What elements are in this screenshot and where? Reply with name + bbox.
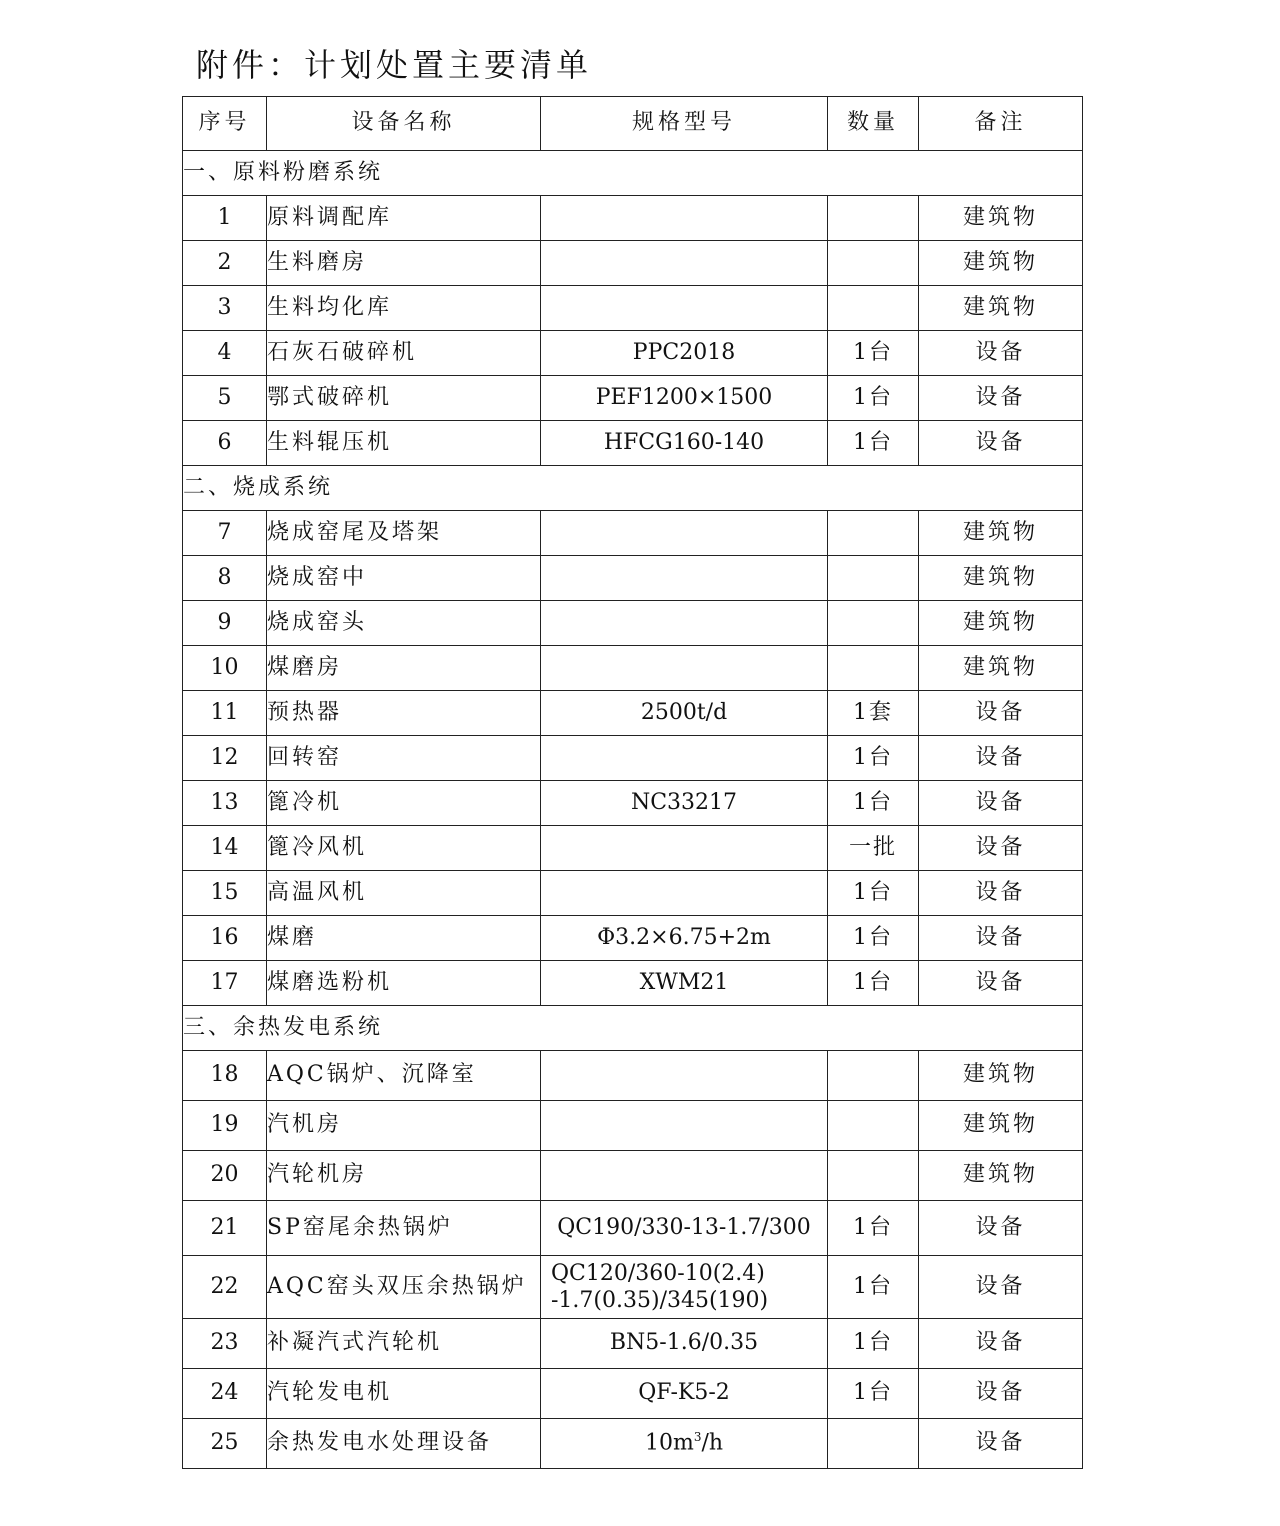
cell-note: 建筑物 <box>919 196 1083 241</box>
cell-note: 建筑物 <box>919 601 1083 646</box>
cell-qty <box>828 511 919 556</box>
cell-note: 设备 <box>919 1369 1083 1419</box>
cell-qty <box>828 1419 919 1469</box>
cell-note: 设备 <box>919 916 1083 961</box>
header-quantity: 数量 <box>828 97 919 151</box>
cell-qty: 1台 <box>828 1201 919 1256</box>
cell-name: 汽轮发电机 <box>267 1369 541 1419</box>
header-remarks: 备注 <box>919 97 1083 151</box>
disposal-inventory-table <box>182 96 1083 1469</box>
cell-no: 20 <box>183 1151 267 1201</box>
cell-spec: QC190/330-13-1.7/300 <box>541 1201 828 1256</box>
table-row <box>183 511 1083 556</box>
cell-note: 设备 <box>919 781 1083 826</box>
table-row <box>183 961 1083 1006</box>
section-title: 一、原料粉磨系统 <box>183 151 1083 196</box>
cell-no: 17 <box>183 961 267 1006</box>
cell-name: 生料均化库 <box>267 286 541 331</box>
cell-spec: PPC2018 <box>541 331 828 376</box>
cell-note: 设备 <box>919 376 1083 421</box>
cell-qty: 1台 <box>828 376 919 421</box>
cell-note: 设备 <box>919 1319 1083 1369</box>
table-row <box>183 601 1083 646</box>
cell-no: 24 <box>183 1369 267 1419</box>
cell-name: 篦冷风机 <box>267 826 541 871</box>
cell-spec: BN5-1.6/0.35 <box>541 1319 828 1369</box>
cell-spec-line-1: QC120/360-10(2.4) <box>551 1260 765 1286</box>
cell-qty <box>828 601 919 646</box>
cell-no: 7 <box>183 511 267 556</box>
cell-spec <box>541 1051 828 1101</box>
cell-spec <box>541 511 828 556</box>
table-row <box>183 556 1083 601</box>
section-row <box>183 466 1083 511</box>
cell-no: 18 <box>183 1051 267 1101</box>
table-row <box>183 1256 1083 1319</box>
table-row <box>183 421 1083 466</box>
cell-name: 余热发电水处理设备 <box>267 1419 541 1469</box>
table-row <box>183 376 1083 421</box>
cell-spec-superscript: 3 <box>693 1430 702 1445</box>
cell-qty: 1台 <box>828 871 919 916</box>
cell-no: 2 <box>183 241 267 286</box>
table-row <box>183 916 1083 961</box>
table-row <box>183 241 1083 286</box>
section-title: 三、余热发电系统 <box>183 1006 1083 1051</box>
cell-spec <box>541 241 828 286</box>
cell-qty <box>828 286 919 331</box>
cell-note: 设备 <box>919 1201 1083 1256</box>
cell-name: SP窑尾余热锅炉 <box>267 1201 541 1256</box>
cell-spec <box>541 826 828 871</box>
cell-note: 设备 <box>919 1256 1083 1319</box>
cell-no: 25 <box>183 1419 267 1469</box>
cell-no: 8 <box>183 556 267 601</box>
table-row <box>183 1151 1083 1201</box>
cell-qty <box>828 646 919 691</box>
cell-spec: HFCG160-140 <box>541 421 828 466</box>
cell-spec <box>541 601 828 646</box>
cell-qty <box>828 196 919 241</box>
cell-note: 设备 <box>919 826 1083 871</box>
table-row <box>183 196 1083 241</box>
cell-note: 设备 <box>919 691 1083 736</box>
table-row <box>183 331 1083 376</box>
cell-note: 建筑物 <box>919 1051 1083 1101</box>
cell-note: 建筑物 <box>919 241 1083 286</box>
cell-no: 3 <box>183 286 267 331</box>
cell-no: 15 <box>183 871 267 916</box>
table-row <box>183 781 1083 826</box>
cell-note: 设备 <box>919 961 1083 1006</box>
cell-no: 14 <box>183 826 267 871</box>
cell-name: 篦冷机 <box>267 781 541 826</box>
header-row <box>183 97 1083 151</box>
cell-qty: 1台 <box>828 1256 919 1319</box>
cell-qty: 一批 <box>828 826 919 871</box>
cell-name: 汽轮机房 <box>267 1151 541 1201</box>
cell-spec: PEF1200×1500 <box>541 376 828 421</box>
cell-spec <box>541 196 828 241</box>
table-row <box>183 871 1083 916</box>
cell-spec <box>541 1151 828 1201</box>
table-row <box>183 1319 1083 1369</box>
cell-no: 1 <box>183 196 267 241</box>
cell-qty: 1套 <box>828 691 919 736</box>
cell-spec-line-2: -1.7(0.35)/345(190) <box>551 1288 769 1313</box>
cell-no: 5 <box>183 376 267 421</box>
cell-name: 生料辊压机 <box>267 421 541 466</box>
table-row <box>183 691 1083 736</box>
cell-qty: 1台 <box>828 1319 919 1369</box>
cell-qty: 1台 <box>828 421 919 466</box>
cell-name: 烧成窑尾及塔架 <box>267 511 541 556</box>
cell-spec: QF-K5-2 <box>541 1369 828 1419</box>
cell-note: 建筑物 <box>919 646 1083 691</box>
cell-name: 预热器 <box>267 691 541 736</box>
cell-note: 设备 <box>919 421 1083 466</box>
cell-spec <box>541 736 828 781</box>
cell-no: 19 <box>183 1101 267 1151</box>
cell-note: 建筑物 <box>919 556 1083 601</box>
cell-spec-base: 10m <box>644 1430 694 1456</box>
table-row <box>183 1419 1083 1469</box>
table-row <box>183 826 1083 871</box>
cell-name: 鄂式破碎机 <box>267 376 541 421</box>
table-row <box>183 1101 1083 1151</box>
cell-qty: 1台 <box>828 781 919 826</box>
cell-note: 设备 <box>919 1419 1083 1469</box>
cell-note: 建筑物 <box>919 1101 1083 1151</box>
table-row <box>183 1201 1083 1256</box>
cell-qty: 1台 <box>828 916 919 961</box>
cell-name: 原料调配库 <box>267 196 541 241</box>
cell-name: 烧成窑头 <box>267 601 541 646</box>
cell-no: 4 <box>183 331 267 376</box>
cell-note: 建筑物 <box>919 1151 1083 1201</box>
cell-spec <box>541 1101 828 1151</box>
cell-note: 建筑物 <box>919 286 1083 331</box>
cell-name: 回转窑 <box>267 736 541 781</box>
cell-qty <box>828 556 919 601</box>
header-spec-model: 规格型号 <box>541 97 828 151</box>
cell-spec <box>541 286 828 331</box>
table-row <box>183 286 1083 331</box>
table-row <box>183 1051 1083 1101</box>
header-serial-no: 序号 <box>183 97 267 151</box>
cell-no: 12 <box>183 736 267 781</box>
cell-spec <box>541 1256 828 1319</box>
cell-name: 煤磨房 <box>267 646 541 691</box>
cell-note: 设备 <box>919 736 1083 781</box>
section-row <box>183 1006 1083 1051</box>
section-row <box>183 151 1083 196</box>
cell-name: 补凝汽式汽轮机 <box>267 1319 541 1369</box>
cell-qty: 1台 <box>828 331 919 376</box>
cell-qty <box>828 1151 919 1201</box>
cell-no: 16 <box>183 916 267 961</box>
cell-spec: Φ3.2×6.75+2m <box>541 916 828 961</box>
header-equipment-name: 设备名称 <box>267 97 541 151</box>
cell-name: AQC锅炉、沉降室 <box>267 1051 541 1101</box>
cell-no: 23 <box>183 1319 267 1369</box>
cell-qty <box>828 1101 919 1151</box>
cell-spec <box>541 1419 828 1469</box>
cell-name: 汽机房 <box>267 1101 541 1151</box>
cell-name: 高温风机 <box>267 871 541 916</box>
cell-spec <box>541 556 828 601</box>
cell-qty: 1台 <box>828 736 919 781</box>
cell-no: 13 <box>183 781 267 826</box>
cell-spec: 2500t/d <box>541 691 828 736</box>
cell-note: 建筑物 <box>919 511 1083 556</box>
cell-name: AQC窑头双压余热锅炉 <box>267 1256 541 1319</box>
cell-spec <box>541 646 828 691</box>
cell-no: 9 <box>183 601 267 646</box>
cell-qty: 1台 <box>828 961 919 1006</box>
cell-no: 10 <box>183 646 267 691</box>
cell-note: 设备 <box>919 871 1083 916</box>
cell-qty: 1台 <box>828 1369 919 1419</box>
table-row <box>183 646 1083 691</box>
cell-spec-tail: /h <box>701 1430 724 1456</box>
cell-no: 21 <box>183 1201 267 1256</box>
cell-no: 22 <box>183 1256 267 1319</box>
cell-spec: NC33217 <box>541 781 828 826</box>
cell-qty <box>828 1051 919 1101</box>
cell-name: 烧成窑中 <box>267 556 541 601</box>
cell-no: 11 <box>183 691 267 736</box>
cell-name: 石灰石破碎机 <box>267 331 541 376</box>
cell-spec <box>541 871 828 916</box>
table-row <box>183 1369 1083 1419</box>
document-title: 附件：计划处置主要清单 <box>196 46 593 84</box>
cell-qty <box>828 241 919 286</box>
table-row <box>183 736 1083 781</box>
cell-spec: XWM21 <box>541 961 828 1006</box>
cell-no: 6 <box>183 421 267 466</box>
cell-name: 生料磨房 <box>267 241 541 286</box>
cell-name: 煤磨 <box>267 916 541 961</box>
cell-name: 煤磨选粉机 <box>267 961 541 1006</box>
section-title: 二、烧成系统 <box>183 466 1083 511</box>
cell-note: 设备 <box>919 331 1083 376</box>
